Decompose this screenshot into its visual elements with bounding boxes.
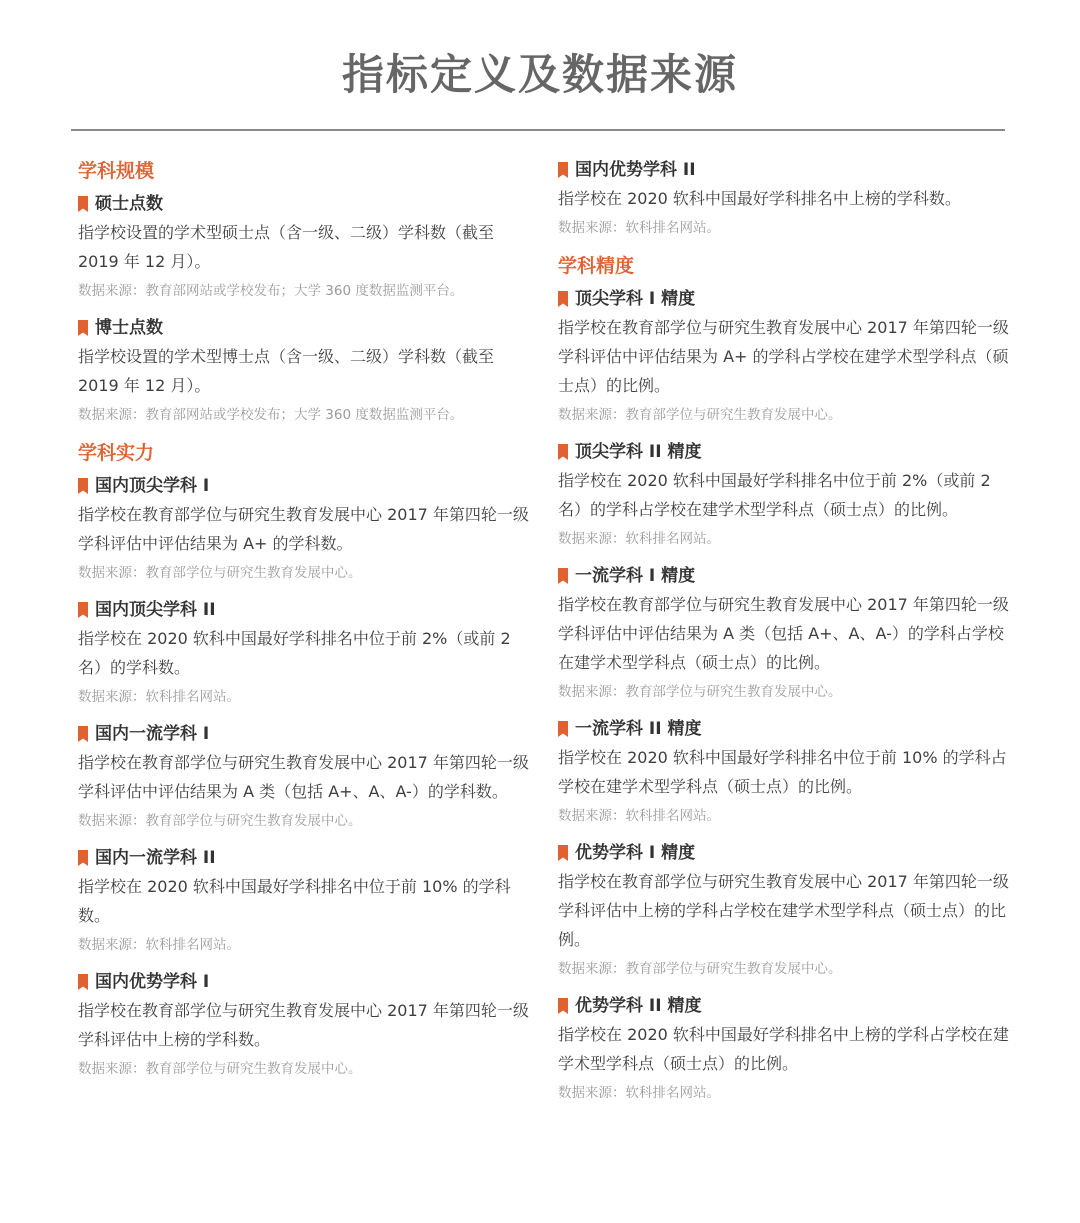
- item-title: 国内一流学科 II: [95, 848, 216, 868]
- item-source: 数据来源：教育部学位与研究生教育发展中心。: [78, 1061, 362, 1077]
- item-source: 数据来源：教育部学位与研究生教育发展中心。: [78, 565, 362, 581]
- item-source: 数据来源：软科排名网站。: [558, 1085, 720, 1101]
- bookmark-icon: [558, 162, 568, 178]
- item-title: 国内顶尖学科 I: [95, 476, 210, 496]
- section-heading-scale: 学科规模: [78, 160, 155, 182]
- item-description: 指学校在教育部学位与研究生教育发展中心 2017 年第四轮一级学科评估中上榜的学科占学校在建学术型学科点（硕士点）的比例。: [558, 872, 1009, 949]
- item-source: 数据来源：软科排名网站。: [558, 220, 720, 236]
- bookmark-icon: [78, 974, 88, 990]
- definition-item: [78, 722, 533, 832]
- item-source: 数据来源：软科排名网站。: [558, 808, 720, 824]
- item-description: 指学校在 2020 软科中国最好学科排名中位于前 2%（或前 2 名）的学科数。: [78, 629, 511, 677]
- item-source: 数据来源：软科排名网站。: [558, 531, 720, 547]
- bookmark-icon: [78, 478, 88, 494]
- definition-item: [558, 158, 1013, 239]
- item-title: 一流学科 II 精度: [575, 719, 702, 739]
- bookmark-icon: [558, 845, 568, 861]
- item-title: 顶尖学科 I 精度: [575, 289, 696, 309]
- item-description: 指学校在 2020 软科中国最好学科排名中上榜的学科占学校在建学术型学科点（硕士点）的比例。: [558, 1025, 1009, 1073]
- bookmark-icon: [78, 602, 88, 618]
- definition-item: [558, 717, 1013, 827]
- item-source: 数据来源：教育部网站或学校发布；大学 360 度数据监测平台。: [78, 283, 464, 299]
- item-title: 一流学科 I 精度: [575, 566, 696, 586]
- bookmark-icon: [558, 568, 568, 584]
- section-heading-strength: 学科实力: [78, 442, 155, 464]
- item-title: 优势学科 II 精度: [575, 996, 702, 1016]
- bookmark-icon: [558, 291, 568, 307]
- item-title: 优势学科 I 精度: [575, 843, 696, 863]
- definition-item: [558, 564, 1013, 703]
- item-description: 指学校设置的学术型博士点（含一级、二级）学科数（截至2019 年 12 月）。: [78, 347, 495, 395]
- item-title: 国内一流学科 I: [95, 724, 210, 744]
- item-description: 指学校在教育部学位与研究生教育发展中心 2017 年第四轮一级学科评估中评估结果为 A 类（包括 A+、A、A-）的学科占学校在建学术型学科点（硕士点）的比例。: [558, 595, 1009, 672]
- definition-item: [558, 287, 1013, 426]
- item-source: 数据来源：教育部学位与研究生教育发展中心。: [558, 961, 842, 977]
- item-title: 国内优势学科 II: [575, 160, 696, 180]
- item-description: 指学校在 2020 软科中国最好学科排名中位于前 2%（或前 2 名）的学科占学校在建学术型学科点（硕士点）的比例。: [558, 471, 991, 519]
- bookmark-icon: [78, 320, 88, 336]
- item-source: 数据来源：教育部学位与研究生教育发展中心。: [558, 684, 842, 700]
- item-description: 指学校设置的学术型硕士点（含一级、二级）学科数（截至2019 年 12 月）。: [78, 223, 495, 271]
- page-title: 指标定义及数据来源: [341, 50, 738, 99]
- item-description: 指学校在 2020 软科中国最好学科排名中上榜的学科数。: [558, 189, 961, 208]
- definition-item: [78, 316, 533, 426]
- item-description: 指学校在 2020 软科中国最好学科排名中位于前 10% 的学科数。: [78, 877, 511, 925]
- definition-item: [558, 841, 1013, 980]
- item-title: 国内优势学科 I: [95, 972, 210, 992]
- item-source: 数据来源：教育部网站或学校发布；大学 360 度数据监测平台。: [78, 407, 464, 423]
- bookmark-icon: [78, 850, 88, 866]
- item-title: 博士点数: [95, 318, 163, 338]
- definition-item: [78, 192, 533, 302]
- item-title: 国内顶尖学科 II: [95, 600, 216, 620]
- definition-item: [78, 970, 533, 1080]
- item-description: 指学校在教育部学位与研究生教育发展中心 2017 年第四轮一级学科评估中上榜的学科数。: [78, 1001, 529, 1049]
- section-heading-precision: 学科精度: [558, 255, 635, 277]
- item-description: 指学校在教育部学位与研究生教育发展中心 2017 年第四轮一级学科评估中评估结果为 A+ 的学科占学校在建学术型学科点（硕士点）的比例。: [558, 318, 1009, 395]
- definition-item: [78, 474, 533, 584]
- bookmark-icon: [558, 444, 568, 460]
- item-source: 数据来源：软科排名网站。: [78, 937, 240, 953]
- bookmark-icon: [78, 196, 88, 212]
- definition-item: [558, 440, 1013, 550]
- item-title: 硕士点数: [95, 194, 163, 214]
- item-source: 数据来源：教育部学位与研究生教育发展中心。: [558, 407, 842, 423]
- item-source: 数据来源：教育部学位与研究生教育发展中心。: [78, 813, 362, 829]
- definition-item: [558, 994, 1013, 1104]
- item-source: 数据来源：软科排名网站。: [78, 689, 240, 705]
- bookmark-icon: [78, 726, 88, 742]
- bookmark-icon: [558, 721, 568, 737]
- item-description: 指学校在 2020 软科中国最好学科排名中位于前 10% 的学科占学校在建学术型学科点（硕士点）的比例。: [558, 748, 1007, 796]
- right-column: [558, 158, 1013, 1118]
- item-description: 指学校在教育部学位与研究生教育发展中心 2017 年第四轮一级学科评估中评估结果为 A+ 的学科数。: [78, 505, 529, 553]
- item-title: 顶尖学科 II 精度: [575, 442, 702, 462]
- title-divider: [71, 129, 1005, 131]
- bookmark-icon: [558, 998, 568, 1014]
- definition-item: [78, 598, 533, 708]
- item-description: 指学校在教育部学位与研究生教育发展中心 2017 年第四轮一级学科评估中评估结果为 A 类（包括 A+、A、A-）的学科数。: [78, 753, 529, 801]
- left-column: [78, 158, 533, 1094]
- definition-item: [78, 846, 533, 956]
